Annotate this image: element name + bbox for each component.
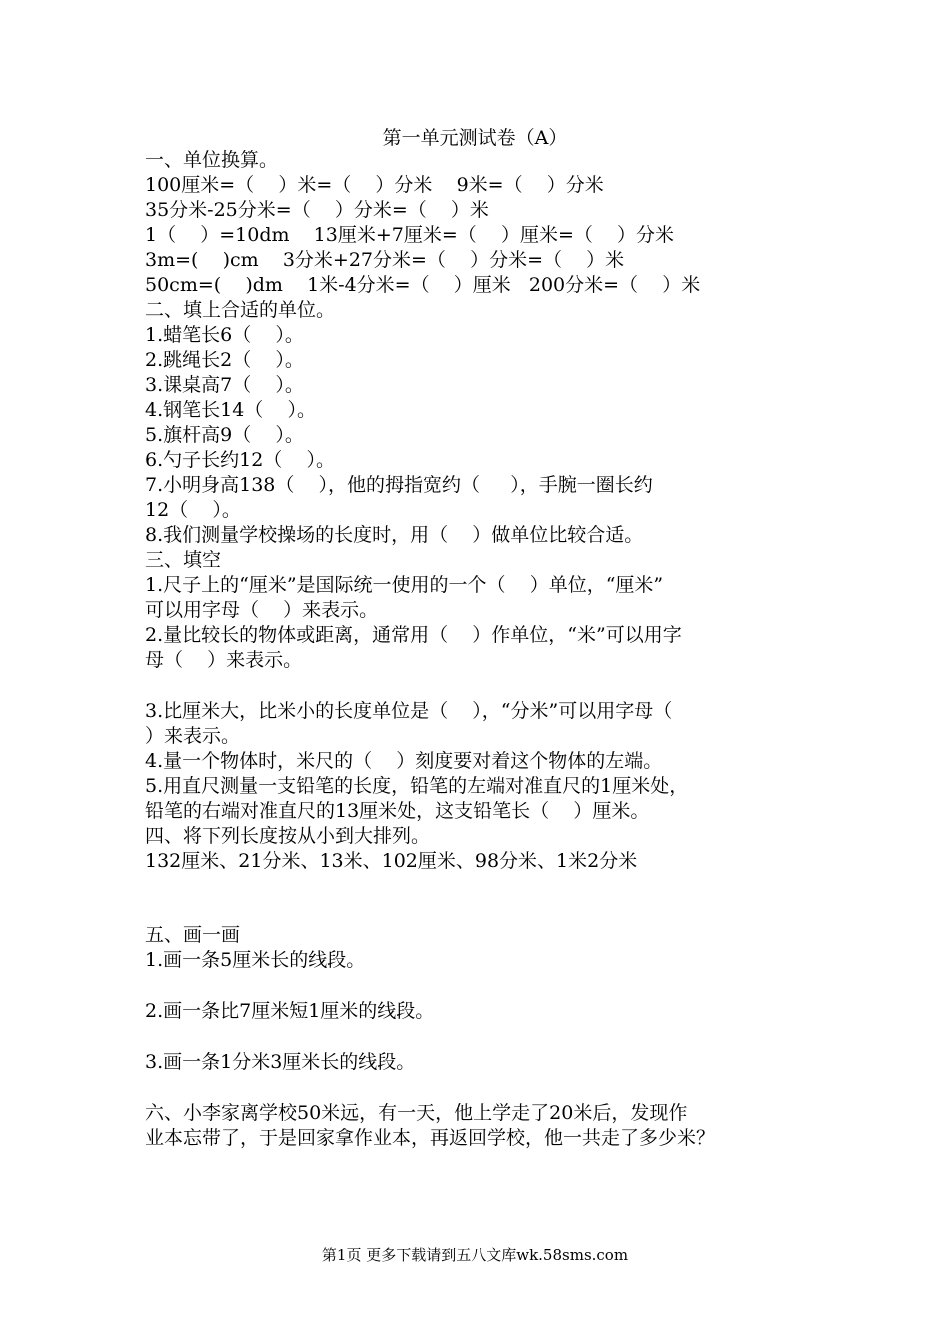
word-problem-line: 六、小李家离学校50米远，有一天，他上学走了20米后，发现作 [145, 1102, 688, 1124]
answer-space [145, 1075, 815, 1101]
question-line: 50cm=( )dm 1米-4分米=（ ）厘米 200分米=（ ）米 [145, 274, 701, 296]
question-line: 5.用直尺测量一支铅笔的长度，铅笔的左端对准直尺的1厘米处， [145, 775, 689, 797]
question-line: 5.旗杆高9（ ）。 [145, 424, 304, 446]
question-line: 可以用字母（ ）来表示。 [145, 599, 379, 621]
question-line: 1.蜡笔长6（ ）。 [145, 324, 304, 346]
section-heading-unit-conversion: 一、单位换算。 [145, 149, 279, 171]
question-line: 4.钢笔长14（ ）。 [145, 399, 316, 421]
question-line: 6.勺子长约12（ ）。 [145, 449, 335, 471]
question-line: 3m=( )cm 3分米+27分米=（ ）分米=（ ）米 [145, 249, 625, 271]
section-heading-fill-units: 二、填上合适的单位。 [145, 299, 336, 321]
question-line: 3.画一条1分米3厘米长的线段。 [145, 1051, 416, 1073]
question-line: 母（ ）来表示。 [145, 649, 303, 671]
document-body [145, 148, 815, 1151]
question-line: 1.尺子上的“厘米”是国际统一使用的一个（ ）单位，“厘米” [145, 574, 664, 596]
question-line: 3.课桌高7（ ）。 [145, 374, 304, 396]
blank-gap [145, 673, 815, 699]
question-line: 2.量比较长的物体或距离，通常用（ ）作单位，“米”可以用字 [145, 624, 682, 646]
question-line: 132厘米、21分米、13米、102厘米、98分米、1米2分米 [145, 850, 638, 872]
section-heading-ordering: 四、将下列长度按从小到大排列。 [145, 825, 431, 847]
question-line: 8.我们测量学校操场的长度时，用（ ）做单位比较合适。 [145, 524, 644, 546]
question-line: ）来表示。 [145, 725, 241, 747]
question-line: 2.跳绳长2（ ）。 [145, 349, 304, 371]
answer-space [145, 874, 815, 923]
question-line: 2.画一条比7厘米短1厘米的线段。 [145, 1000, 435, 1022]
question-line: 7.小明身高138（ ），他的拇指宽约（ ），手腕一圈长约 [145, 474, 653, 496]
question-line: 3.比厘米大，比米小的长度单位是（ ），“分米”可以用字母（ [145, 700, 673, 722]
answer-space [145, 1024, 815, 1050]
question-line: 1（ ）=10dm 13厘米+7厘米=（ ）厘米=（ ）分米 [145, 224, 675, 246]
question-line: 1.画一条5厘米长的线段。 [145, 949, 366, 971]
question-line: 12（ ）。 [145, 499, 241, 521]
answer-space [145, 973, 815, 999]
question-line: 4.量一个物体时，米尺的（ ）刻度要对着这个物体的左端。 [145, 750, 663, 772]
word-problem-line: 业本忘带了，于是回家拿作业本，再返回学校，他一共走了多少米？ [145, 1127, 716, 1149]
question-line: 铅笔的右端对准直尺的13厘米处，这支铅笔长（ ）厘米。 [145, 800, 650, 822]
section-heading-fill-blanks: 三、填空 [145, 549, 222, 571]
page-title: 第一单元测试卷（A） [382, 127, 568, 149]
section-heading-drawing: 五、画一画 [145, 924, 241, 946]
question-line: 35分米-25分米=（ ）分米=（ ）米 [145, 199, 489, 221]
question-line: 100厘米=（ ）米=（ ）分米 9米=（ ）分米 [145, 174, 604, 196]
page-footer: 第1页 更多下载请到五八文库wk.58sms.com [321, 1246, 629, 1264]
